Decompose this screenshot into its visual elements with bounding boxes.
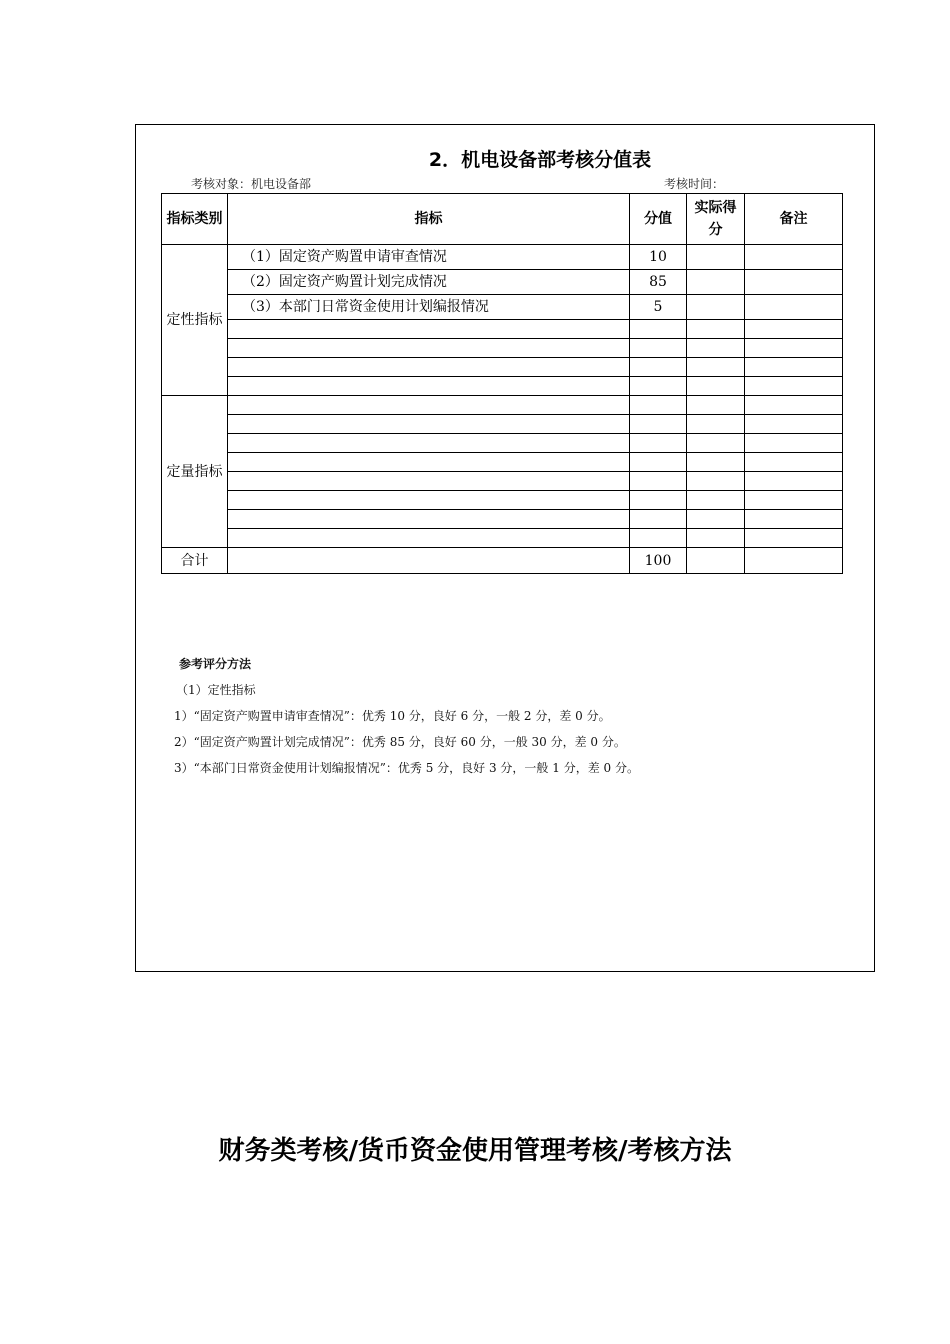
score-cell: 85 bbox=[630, 270, 687, 295]
header-actual: 实际得分 bbox=[687, 194, 745, 245]
score-cell[interactable] bbox=[630, 377, 687, 396]
actual-cell[interactable] bbox=[687, 472, 745, 491]
note-cell[interactable] bbox=[745, 415, 843, 434]
header-indicator: 指标 bbox=[228, 194, 630, 245]
header-category: 指标类别 bbox=[162, 194, 228, 245]
table-row bbox=[162, 491, 843, 510]
score-cell[interactable] bbox=[630, 339, 687, 358]
table-row bbox=[162, 320, 843, 339]
method-line: 2）“固定资产购置计划完成情况”：优秀 85 分，良好 60 分，一般 30 分，差 0 分。 bbox=[174, 735, 626, 749]
indicator-cell[interactable] bbox=[228, 472, 630, 491]
actual-cell[interactable] bbox=[687, 320, 745, 339]
category-quantitative: 定量指标 bbox=[162, 396, 228, 548]
table-row bbox=[162, 245, 843, 270]
note-cell[interactable] bbox=[745, 472, 843, 491]
indicator-cell[interactable] bbox=[228, 434, 630, 453]
method-line: 3）“本部门日常资金使用计划编报情况”：优秀 5 分，良好 3 分，一般 1 分，差 0 分。 bbox=[174, 761, 639, 775]
total-row bbox=[162, 548, 843, 574]
score-cell[interactable] bbox=[630, 529, 687, 548]
score-cell[interactable] bbox=[630, 358, 687, 377]
indicator-cell[interactable] bbox=[228, 377, 630, 396]
note-cell[interactable] bbox=[745, 358, 843, 377]
assessment-time: 考核时间： bbox=[664, 177, 725, 191]
note-cell[interactable] bbox=[745, 245, 843, 270]
indicator-cell: （1）固定资产购置申请审查情况 bbox=[228, 245, 630, 270]
score-cell: 5 bbox=[630, 295, 687, 320]
note-cell[interactable] bbox=[745, 510, 843, 529]
note-cell[interactable] bbox=[745, 453, 843, 472]
actual-cell[interactable] bbox=[687, 245, 745, 270]
table-row bbox=[162, 434, 843, 453]
indicator-cell[interactable] bbox=[228, 491, 630, 510]
table-row bbox=[162, 510, 843, 529]
total-note-cell[interactable] bbox=[745, 548, 843, 574]
score-cell[interactable] bbox=[630, 320, 687, 339]
note-cell[interactable] bbox=[745, 377, 843, 396]
note-cell[interactable] bbox=[745, 339, 843, 358]
table-row bbox=[162, 377, 843, 396]
actual-cell[interactable] bbox=[687, 377, 745, 396]
score-cell: 10 bbox=[630, 245, 687, 270]
page-title: 2．机电设备部考核分值表 bbox=[428, 149, 652, 171]
category-qualitative: 定性指标 bbox=[162, 245, 228, 396]
table-header-row bbox=[162, 194, 843, 245]
score-cell[interactable] bbox=[630, 491, 687, 510]
note-cell[interactable] bbox=[745, 434, 843, 453]
total-score: 100 bbox=[630, 548, 687, 574]
actual-cell[interactable] bbox=[687, 453, 745, 472]
score-cell[interactable] bbox=[630, 434, 687, 453]
note-cell[interactable] bbox=[745, 295, 843, 320]
score-cell[interactable] bbox=[630, 396, 687, 415]
actual-cell[interactable] bbox=[687, 415, 745, 434]
method-line: 1）“固定资产购置申请审查情况”：优秀 10 分，良好 6 分，一般 2 分，差 0 分。 bbox=[174, 709, 611, 723]
method-subheading: （1）定性指标 bbox=[176, 683, 256, 697]
score-cell[interactable] bbox=[630, 510, 687, 529]
assessment-frame bbox=[135, 124, 875, 972]
table-row bbox=[162, 396, 843, 415]
table-row bbox=[162, 415, 843, 434]
header-score: 分值 bbox=[630, 194, 687, 245]
indicator-cell: （2）固定资产购置计划完成情况 bbox=[228, 270, 630, 295]
note-cell[interactable] bbox=[745, 529, 843, 548]
actual-cell[interactable] bbox=[687, 434, 745, 453]
indicator-cell[interactable] bbox=[228, 320, 630, 339]
table-row bbox=[162, 339, 843, 358]
actual-cell[interactable] bbox=[687, 491, 745, 510]
indicator-cell[interactable] bbox=[228, 510, 630, 529]
header-note: 备注 bbox=[745, 194, 843, 245]
scoring-method bbox=[174, 655, 639, 785]
assessment-subject: 考核对象：机电设备部 bbox=[191, 177, 312, 191]
table-row bbox=[162, 472, 843, 491]
actual-cell[interactable] bbox=[687, 295, 745, 320]
indicator-cell[interactable] bbox=[228, 358, 630, 377]
note-cell[interactable] bbox=[745, 491, 843, 510]
actual-cell[interactable] bbox=[687, 270, 745, 295]
indicator-cell: （3）本部门日常资金使用计划编报情况 bbox=[228, 295, 630, 320]
total-actual-cell[interactable] bbox=[687, 548, 745, 574]
actual-cell[interactable] bbox=[687, 396, 745, 415]
indicator-cell[interactable] bbox=[228, 396, 630, 415]
indicator-cell[interactable] bbox=[228, 453, 630, 472]
method-heading: 参考评分方法 bbox=[179, 657, 252, 671]
score-cell[interactable] bbox=[630, 472, 687, 491]
actual-cell[interactable] bbox=[687, 529, 745, 548]
table-row bbox=[162, 270, 843, 295]
total-indicator-cell bbox=[228, 548, 630, 574]
section-title: 财务类考核/货币资金使用管理考核/考核方法 bbox=[218, 1136, 732, 1166]
score-cell[interactable] bbox=[630, 453, 687, 472]
total-label: 合计 bbox=[162, 548, 228, 574]
table-row bbox=[162, 529, 843, 548]
indicator-cell[interactable] bbox=[228, 415, 630, 434]
indicator-cell[interactable] bbox=[228, 339, 630, 358]
actual-cell[interactable] bbox=[687, 358, 745, 377]
score-table bbox=[161, 193, 843, 574]
table-row bbox=[162, 358, 843, 377]
note-cell[interactable] bbox=[745, 320, 843, 339]
table-row bbox=[162, 453, 843, 472]
actual-cell[interactable] bbox=[687, 510, 745, 529]
score-cell[interactable] bbox=[630, 415, 687, 434]
indicator-cell[interactable] bbox=[228, 529, 630, 548]
note-cell[interactable] bbox=[745, 270, 843, 295]
actual-cell[interactable] bbox=[687, 339, 745, 358]
note-cell[interactable] bbox=[745, 396, 843, 415]
table-row bbox=[162, 295, 843, 320]
